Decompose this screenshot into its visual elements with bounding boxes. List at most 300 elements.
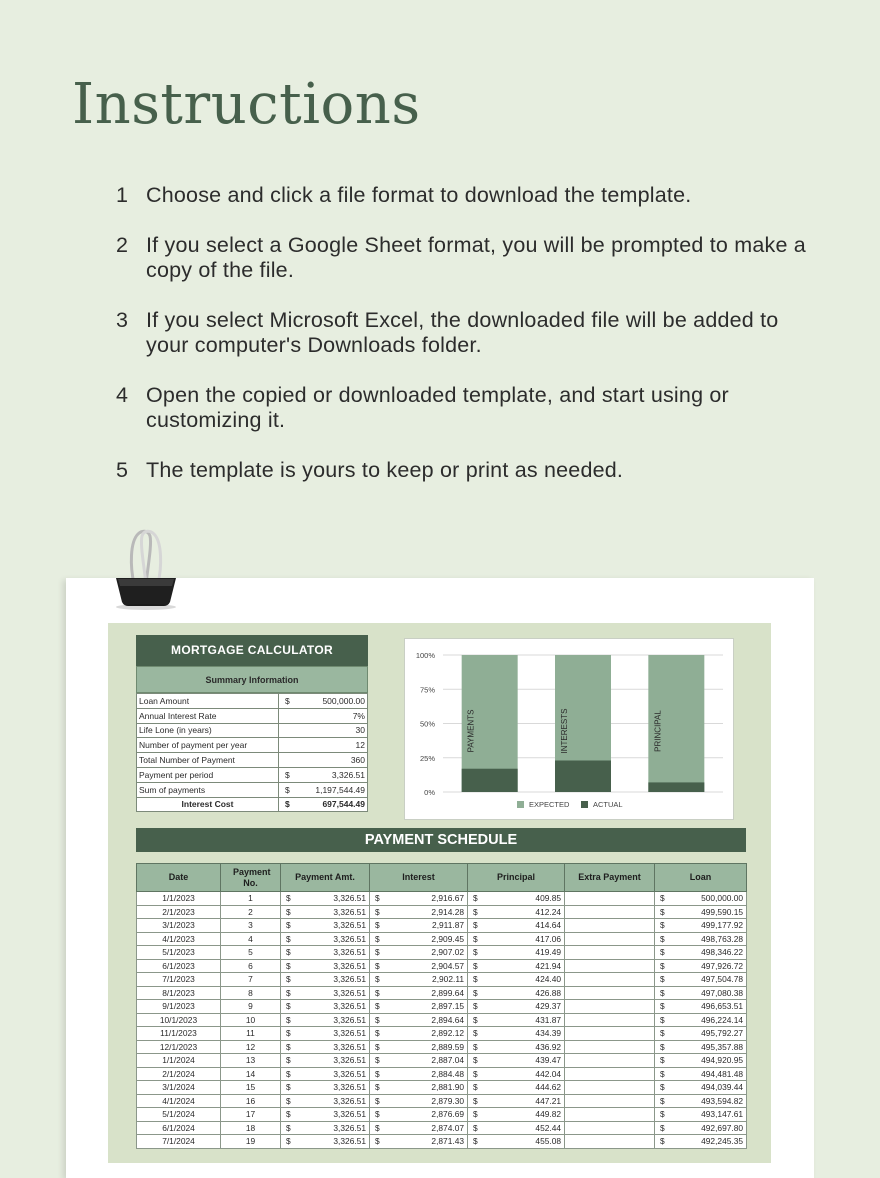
cell-payment-amt: 3,326.51 xyxy=(293,932,370,946)
mortgage-chart xyxy=(404,638,734,820)
cell-currency: $ xyxy=(655,892,667,906)
cell-currency: $ xyxy=(281,1000,293,1014)
cell-currency: $ xyxy=(281,905,293,919)
step-text: If you select Microsoft Excel, the downloaded file will be added to your computer's Downloads folder. xyxy=(146,308,779,357)
cell-extra-payment xyxy=(565,1054,655,1068)
cell-loan: 496,653.51 xyxy=(667,1000,747,1014)
cell-date: 3/1/2024 xyxy=(137,1081,221,1095)
table-row xyxy=(137,1067,747,1081)
step-text: If you select a Google Sheet format, you will be prompted to make a copy of the file. xyxy=(146,233,806,282)
cell-principal: 444.62 xyxy=(480,1081,565,1095)
step-text: Choose and click a file format to download the template. xyxy=(146,183,692,207)
cell-currency: $ xyxy=(468,1094,480,1108)
summary-value: 12 xyxy=(292,738,368,753)
legend-swatch-expected xyxy=(517,801,524,808)
legend-label: EXPECTED xyxy=(529,800,570,809)
summary-row xyxy=(137,694,368,709)
cell-currency: $ xyxy=(655,919,667,933)
instruction-step xyxy=(116,233,816,283)
bar-actual xyxy=(648,782,704,792)
cell-currency: $ xyxy=(655,1027,667,1041)
cell-extra-payment xyxy=(565,1013,655,1027)
cell-extra-payment xyxy=(565,1027,655,1041)
summary-row xyxy=(137,738,368,753)
summary-label: Life Lone (in years) xyxy=(137,723,279,738)
cell-date: 1/1/2024 xyxy=(137,1054,221,1068)
summary-currency: $ xyxy=(279,767,292,782)
column-header: Principal xyxy=(468,864,565,892)
y-tick-label: 0% xyxy=(424,788,435,797)
bar-actual xyxy=(462,769,518,792)
chart-canvas xyxy=(405,639,735,821)
summary-label: Interest Cost xyxy=(137,797,279,812)
column-header: Extra Payment xyxy=(565,864,655,892)
cell-principal: 447.21 xyxy=(480,1094,565,1108)
cell-payment-no: 15 xyxy=(221,1081,281,1095)
table-row xyxy=(137,1094,747,1108)
cell-currency: $ xyxy=(468,946,480,960)
cell-currency: $ xyxy=(370,1054,382,1068)
summary-row xyxy=(137,708,368,723)
step-number: 4 xyxy=(116,383,129,407)
cell-loan: 493,147.61 xyxy=(667,1108,747,1122)
cell-extra-payment xyxy=(565,1040,655,1054)
cell-extra-payment xyxy=(565,932,655,946)
cell-currency: $ xyxy=(655,986,667,1000)
cell-interest: 2,899.64 xyxy=(382,986,468,1000)
cell-currency: $ xyxy=(655,973,667,987)
summary-row xyxy=(137,782,368,797)
cell-currency: $ xyxy=(370,905,382,919)
cell-interest: 2,907.02 xyxy=(382,946,468,960)
instruction-step xyxy=(116,308,816,358)
cell-currency: $ xyxy=(370,959,382,973)
cell-payment-amt: 3,326.51 xyxy=(293,1108,370,1122)
cell-loan: 497,504.78 xyxy=(667,973,747,987)
cell-currency: $ xyxy=(370,1094,382,1108)
cell-principal: 442.04 xyxy=(480,1067,565,1081)
cell-principal: 455.08 xyxy=(480,1135,565,1149)
cell-currency: $ xyxy=(655,1108,667,1122)
cell-currency: $ xyxy=(468,1027,480,1041)
cell-currency: $ xyxy=(655,1094,667,1108)
step-number: 5 xyxy=(116,458,129,482)
cell-currency: $ xyxy=(655,959,667,973)
summary-currency xyxy=(279,723,292,738)
table-row xyxy=(137,1054,747,1068)
summary-currency xyxy=(279,738,292,753)
cell-currency: $ xyxy=(281,1135,293,1149)
cell-date: 6/1/2024 xyxy=(137,1121,221,1135)
summary-label: Sum of payments xyxy=(137,782,279,797)
step-text: The template is yours to keep or print as needed. xyxy=(146,458,624,482)
cell-currency: $ xyxy=(468,1108,480,1122)
cell-interest: 2,894.64 xyxy=(382,1013,468,1027)
cell-extra-payment xyxy=(565,946,655,960)
cell-currency: $ xyxy=(281,1081,293,1095)
summary-value: 500,000.00 xyxy=(292,694,368,709)
summary-currency: $ xyxy=(279,797,292,812)
summary-currency: $ xyxy=(279,782,292,797)
cell-currency: $ xyxy=(370,892,382,906)
cell-payment-no: 18 xyxy=(221,1121,281,1135)
table-row xyxy=(137,919,747,933)
cell-extra-payment xyxy=(565,973,655,987)
cell-date: 3/1/2023 xyxy=(137,919,221,933)
cell-currency: $ xyxy=(468,1000,480,1014)
cell-extra-payment xyxy=(565,1000,655,1014)
cell-currency: $ xyxy=(655,1135,667,1149)
table-row xyxy=(137,1013,747,1027)
cell-currency: $ xyxy=(281,959,293,973)
cell-currency: $ xyxy=(655,1000,667,1014)
cell-principal: 439.47 xyxy=(480,1054,565,1068)
cell-interest: 2,892.12 xyxy=(382,1027,468,1041)
cell-currency: $ xyxy=(468,1081,480,1095)
cell-extra-payment xyxy=(565,1135,655,1149)
cell-date: 5/1/2024 xyxy=(137,1108,221,1122)
cell-principal: 436.92 xyxy=(480,1040,565,1054)
table-row xyxy=(137,1081,747,1095)
cell-extra-payment xyxy=(565,1067,655,1081)
table-row xyxy=(137,1027,747,1041)
cell-currency: $ xyxy=(655,1054,667,1068)
cell-payment-amt: 3,326.51 xyxy=(293,1013,370,1027)
column-header: Interest xyxy=(370,864,468,892)
bar-actual xyxy=(555,760,611,792)
cell-principal: 424.40 xyxy=(480,973,565,987)
cell-currency: $ xyxy=(281,1108,293,1122)
summary-currency: $ xyxy=(279,694,292,709)
cell-currency: $ xyxy=(281,1054,293,1068)
category-label: PRINCIPAL xyxy=(653,710,663,752)
cell-currency: $ xyxy=(281,1094,293,1108)
cell-currency: $ xyxy=(655,946,667,960)
summary-label: Number of payment per year xyxy=(137,738,279,753)
cell-currency: $ xyxy=(370,1081,382,1095)
page-title: Instructions xyxy=(72,72,421,137)
table-row xyxy=(137,973,747,987)
summary-value: 7% xyxy=(292,708,368,723)
cell-currency: $ xyxy=(281,1121,293,1135)
summary-label: Total Number of Payment xyxy=(137,753,279,768)
cell-payment-amt: 3,326.51 xyxy=(293,946,370,960)
cell-currency: $ xyxy=(655,1121,667,1135)
cell-principal: 431.87 xyxy=(480,1013,565,1027)
cell-payment-no: 10 xyxy=(221,1013,281,1027)
summary-row xyxy=(137,767,368,782)
cell-currency: $ xyxy=(281,892,293,906)
summary-row xyxy=(137,723,368,738)
cell-loan: 499,590.15 xyxy=(667,905,747,919)
cell-loan: 498,763.28 xyxy=(667,932,747,946)
cell-currency: $ xyxy=(281,919,293,933)
category-label: INTERESTS xyxy=(560,708,569,754)
cell-loan: 498,346.22 xyxy=(667,946,747,960)
cell-currency: $ xyxy=(468,1013,480,1027)
cell-payment-no: 2 xyxy=(221,905,281,919)
cell-currency: $ xyxy=(370,1135,382,1149)
cell-currency: $ xyxy=(281,1067,293,1081)
cell-principal: 452.44 xyxy=(480,1121,565,1135)
cell-date: 8/1/2023 xyxy=(137,986,221,1000)
cell-extra-payment xyxy=(565,986,655,1000)
cell-date: 2/1/2024 xyxy=(137,1067,221,1081)
cell-loan: 499,177.92 xyxy=(667,919,747,933)
cell-currency: $ xyxy=(370,1000,382,1014)
cell-currency: $ xyxy=(468,1067,480,1081)
y-tick-label: 25% xyxy=(419,753,435,763)
cell-currency: $ xyxy=(281,1027,293,1041)
summary-currency xyxy=(279,708,292,723)
cell-currency: $ xyxy=(655,1040,667,1054)
legend-label: ACTUAL xyxy=(593,800,623,809)
cell-currency: $ xyxy=(370,1013,382,1027)
cell-payment-no: 4 xyxy=(221,932,281,946)
cell-date: 7/1/2024 xyxy=(137,1135,221,1149)
summary-currency xyxy=(279,753,292,768)
cell-loan: 495,792.27 xyxy=(667,1027,747,1041)
cell-interest: 2,884.48 xyxy=(382,1067,468,1081)
step-text: Open the copied or downloaded template, and start using or customizing it. xyxy=(146,383,729,432)
cell-currency: $ xyxy=(281,986,293,1000)
table-row xyxy=(137,1121,747,1135)
cell-interest: 2,889.59 xyxy=(382,1040,468,1054)
y-tick-label: 100% xyxy=(415,651,435,660)
cell-payment-no: 14 xyxy=(221,1067,281,1081)
cell-currency: $ xyxy=(468,1040,480,1054)
cell-payment-amt: 3,326.51 xyxy=(293,986,370,1000)
summary-label: Annual Interest Rate xyxy=(137,708,279,723)
cell-date: 1/1/2023 xyxy=(137,892,221,906)
schedule-title: PAYMENT SCHEDULE xyxy=(136,828,746,852)
cell-currency: $ xyxy=(468,1135,480,1149)
cell-interest: 2,871.43 xyxy=(382,1135,468,1149)
summary-label: Loan Amount xyxy=(137,694,279,709)
cell-date: 2/1/2023 xyxy=(137,905,221,919)
summary-label: Payment per period xyxy=(137,767,279,782)
cell-payment-amt: 3,326.51 xyxy=(293,1094,370,1108)
cell-extra-payment xyxy=(565,1081,655,1095)
cell-interest: 2,887.04 xyxy=(382,1054,468,1068)
cell-payment-no: 6 xyxy=(221,959,281,973)
cell-payment-no: 19 xyxy=(221,1135,281,1149)
cell-currency: $ xyxy=(370,1067,382,1081)
summary-table xyxy=(136,693,368,812)
table-row xyxy=(137,1108,747,1122)
cell-currency: $ xyxy=(655,1081,667,1095)
summary-value: 3,326.51 xyxy=(292,767,368,782)
instruction-list xyxy=(116,183,816,508)
y-tick-label: 75% xyxy=(419,685,435,695)
cell-extra-payment xyxy=(565,892,655,906)
cell-currency: $ xyxy=(281,1040,293,1054)
cell-currency: $ xyxy=(655,1013,667,1027)
table-row xyxy=(137,1135,747,1149)
cell-date: 12/1/2023 xyxy=(137,1040,221,1054)
cell-interest: 2,902.11 xyxy=(382,973,468,987)
cell-interest: 2,909.45 xyxy=(382,932,468,946)
cell-interest: 2,914.28 xyxy=(382,905,468,919)
cell-payment-amt: 3,326.51 xyxy=(293,1040,370,1054)
cell-principal: 409.85 xyxy=(480,892,565,906)
cell-interest: 2,897.15 xyxy=(382,1000,468,1014)
column-header: Date xyxy=(137,864,221,892)
calculator-title: MORTGAGE CALCULATOR xyxy=(136,635,368,666)
cell-interest: 2,916.67 xyxy=(382,892,468,906)
cell-extra-payment xyxy=(565,1094,655,1108)
cell-principal: 412.24 xyxy=(480,905,565,919)
cell-principal: 429.37 xyxy=(480,1000,565,1014)
cell-currency: $ xyxy=(468,932,480,946)
instruction-step xyxy=(116,383,816,433)
cell-date: 10/1/2023 xyxy=(137,1013,221,1027)
cell-payment-no: 11 xyxy=(221,1027,281,1041)
table-row xyxy=(137,1000,747,1014)
cell-payment-amt: 3,326.51 xyxy=(293,959,370,973)
table-row xyxy=(137,1040,747,1054)
column-header: Loan xyxy=(655,864,747,892)
cell-payment-amt: 3,326.51 xyxy=(293,1027,370,1041)
table-row xyxy=(137,959,747,973)
cell-payment-no: 13 xyxy=(221,1054,281,1068)
step-number: 2 xyxy=(116,233,129,257)
cell-interest: 2,881.90 xyxy=(382,1081,468,1095)
step-number: 3 xyxy=(116,308,129,332)
cell-loan: 497,926.72 xyxy=(667,959,747,973)
cell-payment-no: 3 xyxy=(221,919,281,933)
cell-currency: $ xyxy=(370,973,382,987)
payment-schedule-table xyxy=(136,863,747,1149)
cell-principal: 417.06 xyxy=(480,932,565,946)
cell-currency: $ xyxy=(281,946,293,960)
cell-payment-no: 1 xyxy=(221,892,281,906)
table-row xyxy=(137,905,747,919)
summary-value: 1,197,544.49 xyxy=(292,782,368,797)
step-number: 1 xyxy=(116,183,129,207)
cell-currency: $ xyxy=(655,1067,667,1081)
cell-currency: $ xyxy=(370,1121,382,1135)
cell-loan: 492,245.35 xyxy=(667,1135,747,1149)
cell-payment-amt: 3,326.51 xyxy=(293,919,370,933)
cell-principal: 414.64 xyxy=(480,919,565,933)
cell-date: 9/1/2023 xyxy=(137,1000,221,1014)
cell-payment-amt: 3,326.51 xyxy=(293,1000,370,1014)
summary-row xyxy=(137,797,368,812)
cell-loan: 495,357.88 xyxy=(667,1040,747,1054)
cell-currency: $ xyxy=(468,973,480,987)
cell-payment-amt: 3,326.51 xyxy=(293,1054,370,1068)
binder-clip-icon xyxy=(108,526,184,610)
cell-payment-amt: 3,326.51 xyxy=(293,1067,370,1081)
cell-loan: 496,224.14 xyxy=(667,1013,747,1027)
cell-loan: 492,697.80 xyxy=(667,1121,747,1135)
legend-swatch-actual xyxy=(581,801,588,808)
table-row xyxy=(137,986,747,1000)
cell-payment-no: 12 xyxy=(221,1040,281,1054)
y-tick-label: 50% xyxy=(419,719,435,729)
instruction-step xyxy=(116,183,816,208)
summary-value: 360 xyxy=(292,753,368,768)
cell-payment-no: 17 xyxy=(221,1108,281,1122)
cell-currency: $ xyxy=(370,919,382,933)
column-header: Payment Amt. xyxy=(281,864,370,892)
cell-currency: $ xyxy=(655,905,667,919)
cell-payment-amt: 3,326.51 xyxy=(293,892,370,906)
cell-currency: $ xyxy=(468,892,480,906)
category-label: PAYMENTS xyxy=(466,709,476,753)
cell-loan: 494,039.44 xyxy=(667,1081,747,1095)
cell-payment-amt: 3,326.51 xyxy=(293,1121,370,1135)
cell-payment-no: 16 xyxy=(221,1094,281,1108)
cell-extra-payment xyxy=(565,905,655,919)
cell-payment-no: 8 xyxy=(221,986,281,1000)
cell-principal: 421.94 xyxy=(480,959,565,973)
cell-currency: $ xyxy=(281,973,293,987)
cell-date: 4/1/2023 xyxy=(137,932,221,946)
summary-value: 697,544.49 xyxy=(292,797,368,812)
cell-extra-payment xyxy=(565,1108,655,1122)
cell-interest: 2,874.07 xyxy=(382,1121,468,1135)
cell-extra-payment xyxy=(565,919,655,933)
cell-currency: $ xyxy=(468,986,480,1000)
cell-loan: 494,920.95 xyxy=(667,1054,747,1068)
summary-row xyxy=(137,753,368,768)
table-row xyxy=(137,946,747,960)
cell-loan: 493,594.82 xyxy=(667,1094,747,1108)
cell-currency: $ xyxy=(468,959,480,973)
table-row xyxy=(137,932,747,946)
cell-loan: 500,000.00 xyxy=(667,892,747,906)
cell-interest: 2,876.69 xyxy=(382,1108,468,1122)
cell-payment-amt: 3,326.51 xyxy=(293,1081,370,1095)
cell-principal: 434.39 xyxy=(480,1027,565,1041)
cell-extra-payment xyxy=(565,959,655,973)
cell-date: 11/1/2023 xyxy=(137,1027,221,1041)
summary-value: 30 xyxy=(292,723,368,738)
cell-currency: $ xyxy=(370,1027,382,1041)
cell-payment-amt: 3,326.51 xyxy=(293,973,370,987)
cell-payment-no: 5 xyxy=(221,946,281,960)
table-row xyxy=(137,892,747,906)
cell-currency: $ xyxy=(370,946,382,960)
cell-payment-no: 7 xyxy=(221,973,281,987)
cell-currency: $ xyxy=(468,1121,480,1135)
instruction-step xyxy=(116,458,816,483)
cell-date: 4/1/2024 xyxy=(137,1094,221,1108)
cell-payment-amt: 3,326.51 xyxy=(293,905,370,919)
cell-principal: 449.82 xyxy=(480,1108,565,1122)
cell-interest: 2,911.87 xyxy=(382,919,468,933)
cell-date: 6/1/2023 xyxy=(137,959,221,973)
cell-loan: 497,080.38 xyxy=(667,986,747,1000)
cell-payment-no: 9 xyxy=(221,1000,281,1014)
summary-subtitle: Summary Information xyxy=(136,666,368,693)
cell-payment-amt: 3,326.51 xyxy=(293,1135,370,1149)
cell-loan: 494,481.48 xyxy=(667,1067,747,1081)
column-header: Payment No. xyxy=(221,864,281,892)
cell-currency: $ xyxy=(370,1108,382,1122)
cell-currency: $ xyxy=(655,932,667,946)
cell-currency: $ xyxy=(370,932,382,946)
cell-currency: $ xyxy=(468,905,480,919)
cell-currency: $ xyxy=(468,1054,480,1068)
schedule-header-row xyxy=(137,864,747,892)
cell-interest: 2,879.30 xyxy=(382,1094,468,1108)
cell-interest: 2,904.57 xyxy=(382,959,468,973)
cell-currency: $ xyxy=(281,932,293,946)
cell-currency: $ xyxy=(370,1040,382,1054)
